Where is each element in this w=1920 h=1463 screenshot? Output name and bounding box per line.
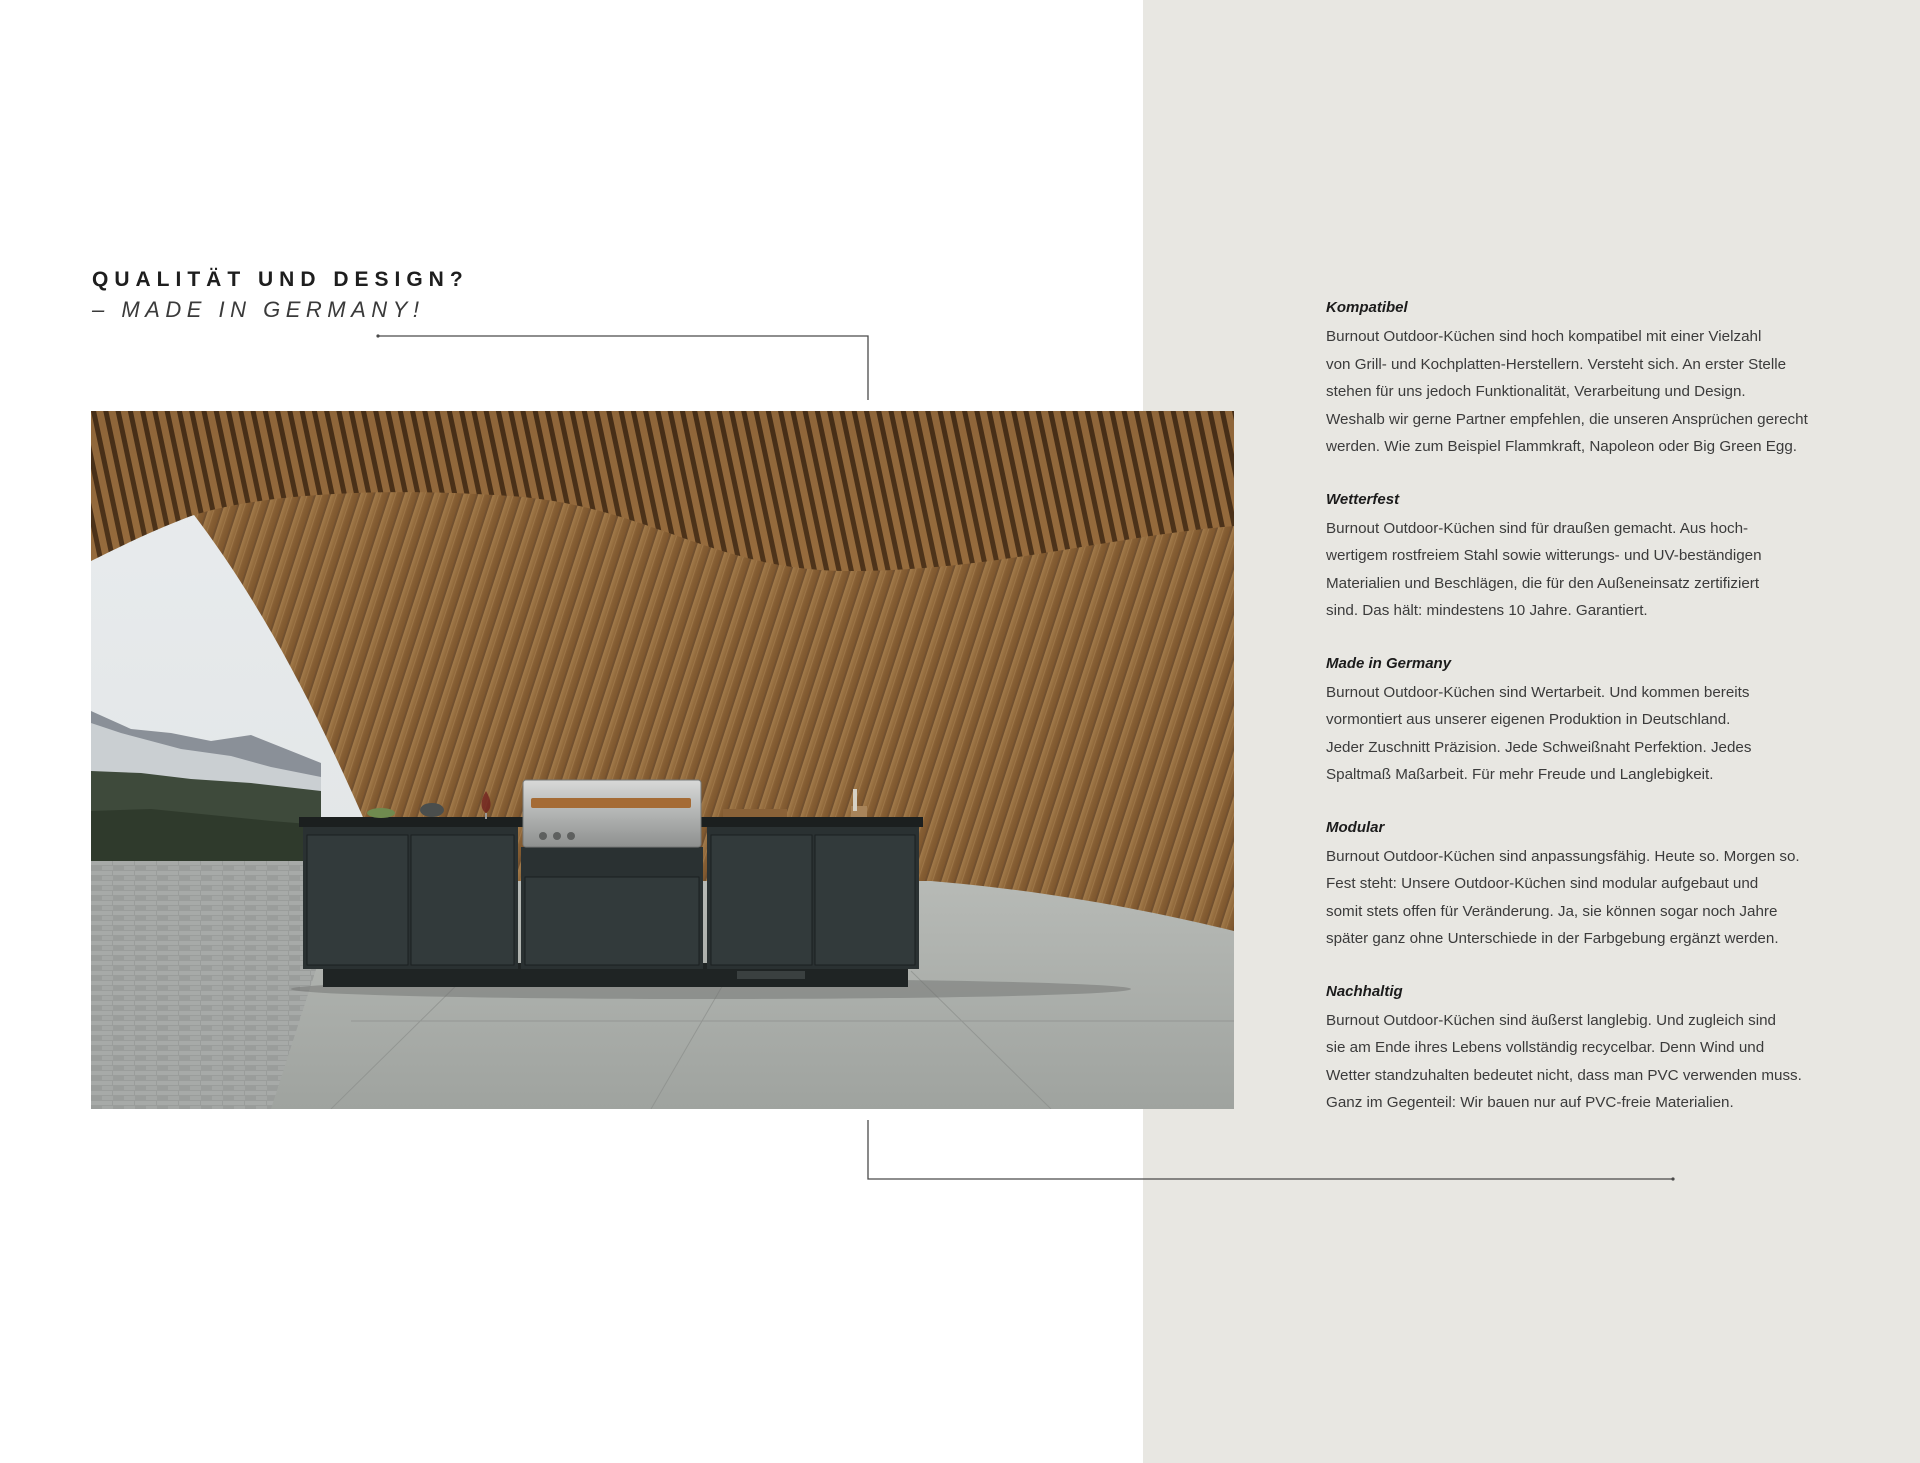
feature-text-column: [1326, 296, 1836, 1144]
section-title: Kompatibel: [1326, 299, 1408, 316]
connector-top-line: [378, 336, 868, 400]
headline-main: QUALITÄT UND DESIGN?: [92, 268, 469, 291]
section-line: sie am Ende ihres Lebens vollständig recycelbar. Denn Wind und: [1326, 1039, 1765, 1056]
section-line: Burnout Outdoor-Küchen sind hoch kompatibel mit einer Vielzahl: [1326, 328, 1762, 345]
section-line: Burnout Outdoor-Küchen sind äußerst langlebig. Und zugleich sind: [1326, 1011, 1776, 1029]
section-line: Burnout Outdoor-Küchen sind Wertarbeit. Und kommen bereits: [1326, 683, 1750, 701]
headline-sub: – MADE IN GERMANY!: [92, 297, 425, 322]
section-line: Burnout Outdoor-Küchen sind anpassungsfähig. Heute so. Morgen so.: [1326, 847, 1800, 865]
section-line: Materialien und Beschlägen, die für den Außeneinsatz zertifiziert: [1326, 574, 1760, 592]
headline: [92, 266, 792, 326]
section-made-in-germany: [1326, 652, 1836, 789]
section-wetterfest: [1326, 488, 1836, 625]
section-line: Spaltmaß Maßarbeit. Für mehr Freude und Langlebigkeit.: [1326, 766, 1714, 783]
section-line: sind. Das hält: mindestens 10 Jahre. Garantiert.: [1326, 602, 1648, 619]
section-line: vormontiert aus unserer eigenen Produktion in Deutschland.: [1326, 711, 1731, 728]
section-nachhaltig: [1326, 980, 1836, 1117]
section-kompatibel: [1326, 296, 1836, 461]
section-title: Made in Germany: [1326, 654, 1452, 672]
section-title: Wetterfest: [1326, 490, 1400, 508]
section-line: Burnout Outdoor-Küchen sind für draußen gemacht. Aus hoch-: [1326, 519, 1749, 537]
section-title: Modular: [1326, 818, 1385, 836]
section-line: Weshalb wir gerne Partner empfehlen, die unseren Ansprüchen gerecht: [1326, 410, 1808, 428]
section-line: wertigem rostfreiem Stahl sowie witterungs- und UV-beständigen: [1326, 547, 1762, 564]
section-line: später ganz ohne Unterschiede in der Farbgebung ergänzt werden.: [1326, 930, 1779, 947]
section-title: Nachhaltig: [1326, 982, 1403, 1000]
section-line: Jeder Zuschnitt Präzision. Jede Schweißnaht Perfektion. Jedes: [1326, 738, 1752, 756]
section-line: Wetter standzuhalten bedeutet nicht, dass man PVC verwenden muss.: [1326, 1066, 1802, 1084]
outdoor-kitchen-photo: [91, 411, 1234, 1109]
section-line: werden. Wie zum Beispiel Flammkraft, Napoleon oder Big Green Egg.: [1326, 438, 1798, 455]
section-line: Ganz im Gegenteil: Wir bauen nur auf PVC-freie Materialien.: [1326, 1094, 1734, 1111]
section-line: Fest steht: Unsere Outdoor-Küchen sind modular aufgebaut und: [1326, 875, 1759, 892]
section-line: somit stets offen für Veränderung. Ja, sie können sogar noch Jahre: [1326, 902, 1778, 920]
section-line: von Grill- und Kochplatten-Herstellern. Versteht sich. An erster Stelle: [1326, 355, 1787, 373]
section-line: stehen für uns jedoch Funktionalität, Verarbeitung und Design.: [1326, 383, 1746, 400]
section-modular: [1326, 816, 1836, 953]
